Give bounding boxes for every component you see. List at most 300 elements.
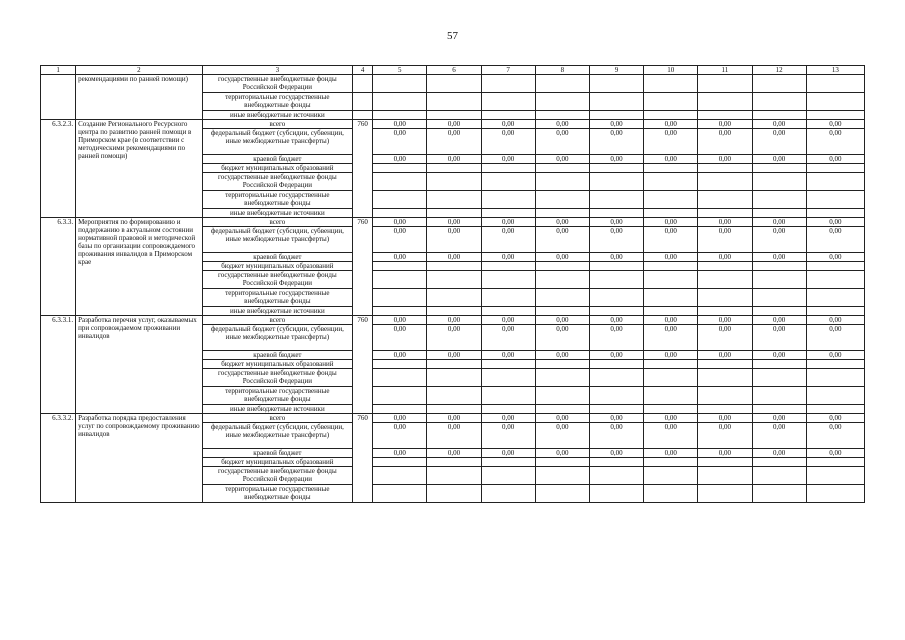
empty-cell xyxy=(644,405,698,414)
empty-cell xyxy=(427,191,481,209)
empty-cell xyxy=(427,467,481,485)
section-code: 6.3.3. xyxy=(41,218,76,316)
empty-cell xyxy=(535,485,589,503)
empty-cell xyxy=(427,93,481,111)
source-state-funds: государственные внебюджетные фонды Российской Федерации xyxy=(202,467,353,485)
value-cell: 0,00 xyxy=(589,316,643,325)
value-cell: 0,00 xyxy=(806,227,864,253)
empty-cell xyxy=(752,164,806,173)
value-cell: 0,00 xyxy=(589,120,643,129)
value-cell: 0,00 xyxy=(481,155,535,164)
empty-cell xyxy=(589,111,643,120)
column-header: 4 xyxy=(353,66,373,75)
empty-cell xyxy=(644,173,698,191)
page-number: 57 xyxy=(447,30,458,42)
value-cell: 0,00 xyxy=(427,253,481,262)
value-cell: 0,00 xyxy=(427,129,481,155)
empty-cell xyxy=(752,307,806,316)
value-cell: 0,00 xyxy=(589,227,643,253)
section-code: 6.3.2.3. xyxy=(41,120,76,218)
value-cell: 0,00 xyxy=(427,120,481,129)
empty-cell xyxy=(427,173,481,191)
value-cell: 0,00 xyxy=(535,423,589,449)
value-cell: 0,00 xyxy=(535,414,589,423)
empty-cell xyxy=(698,360,752,369)
value-cell: 0,00 xyxy=(535,316,589,325)
empty-cell xyxy=(698,75,752,93)
source-regional: краевой бюджет xyxy=(202,351,353,360)
empty-cell xyxy=(644,191,698,209)
empty-cell xyxy=(481,289,535,307)
empty-cell xyxy=(373,173,427,191)
value-cell: 0,00 xyxy=(427,155,481,164)
value-cell: 0,00 xyxy=(806,120,864,129)
value-cell: 0,00 xyxy=(806,325,864,351)
empty-cell xyxy=(806,271,864,289)
empty-cell xyxy=(698,467,752,485)
empty-cell xyxy=(752,111,806,120)
empty-cell xyxy=(806,209,864,218)
value-cell: 0,00 xyxy=(589,449,643,458)
empty-cell xyxy=(644,369,698,387)
value-cell: 0,00 xyxy=(589,253,643,262)
column-header: 11 xyxy=(698,66,752,75)
value-cell: 0,00 xyxy=(806,316,864,325)
empty-cell xyxy=(806,405,864,414)
value-cell: 0,00 xyxy=(481,316,535,325)
value-cell: 0,00 xyxy=(752,449,806,458)
value-cell: 0,00 xyxy=(373,155,427,164)
empty-cell xyxy=(589,360,643,369)
empty-cell xyxy=(535,173,589,191)
value-cell: 0,00 xyxy=(373,414,427,423)
empty-cell xyxy=(373,289,427,307)
empty-cell xyxy=(644,485,698,503)
source-municipal: бюджет муниципальных образований xyxy=(202,164,353,173)
section-code: 6.3.3.2. xyxy=(41,414,76,503)
empty-cell xyxy=(481,467,535,485)
empty-cell xyxy=(427,209,481,218)
value-cell: 0,00 xyxy=(427,218,481,227)
value-cell: 0,00 xyxy=(644,218,698,227)
empty-cell xyxy=(644,164,698,173)
empty-cell xyxy=(806,289,864,307)
source-federal: федеральный бюджет (субсидии, субвенции, иные межбюджетные трансферты) xyxy=(202,423,353,449)
empty-cell xyxy=(427,289,481,307)
empty-cell xyxy=(373,458,427,467)
source-territorial: территориальные государственные внебюджетные фонды xyxy=(202,93,353,111)
empty-cell xyxy=(373,262,427,271)
empty-cell xyxy=(535,289,589,307)
value-cell: 0,00 xyxy=(535,218,589,227)
section-title: Создание Регионального Ресурсного центра по развитию ранней помощи в Приморском крае (в соответствии с методическими рекомендациями по ранней помощи) xyxy=(76,120,202,218)
source-other: иные внебюджетные источники xyxy=(202,307,353,316)
empty-cell xyxy=(481,209,535,218)
empty-cell xyxy=(589,369,643,387)
empty-cell xyxy=(806,191,864,209)
empty-cell xyxy=(698,262,752,271)
value-cell: 0,00 xyxy=(698,129,752,155)
section-title: Разработка перечня услуг, оказываемых при сопровождаемом проживании инвалидов xyxy=(76,316,202,414)
empty-cell xyxy=(644,360,698,369)
value-cell: 0,00 xyxy=(752,120,806,129)
source-federal: федеральный бюджет (субсидии, субвенции, иные межбюджетные трансферты) xyxy=(202,227,353,253)
value-cell: 0,00 xyxy=(589,325,643,351)
empty-cell xyxy=(589,209,643,218)
value-cell: 0,00 xyxy=(752,423,806,449)
value-cell: 0,00 xyxy=(427,227,481,253)
empty-cell xyxy=(481,405,535,414)
empty-cell xyxy=(427,405,481,414)
empty-cell xyxy=(535,360,589,369)
value-cell: 0,00 xyxy=(481,129,535,155)
source-territorial: территориальные государственные внебюджетные фонды xyxy=(202,387,353,405)
empty-cell xyxy=(644,307,698,316)
empty-cell xyxy=(481,360,535,369)
value-cell: 0,00 xyxy=(535,351,589,360)
empty-cell xyxy=(752,485,806,503)
empty-cell xyxy=(806,387,864,405)
table-row xyxy=(41,120,865,129)
empty-cell xyxy=(535,387,589,405)
empty-cell xyxy=(589,405,643,414)
empty-cell xyxy=(535,262,589,271)
value-cell: 0,00 xyxy=(644,316,698,325)
source-territorial: территориальные государственные внебюджетные фонды xyxy=(202,191,353,209)
empty-cell xyxy=(698,458,752,467)
value-cell: 0,00 xyxy=(481,351,535,360)
empty-cell xyxy=(535,111,589,120)
source-territorial: территориальные государственные внебюджетные фонды xyxy=(202,485,353,503)
value-cell: 0,00 xyxy=(427,414,481,423)
empty-cell xyxy=(535,209,589,218)
empty-cell xyxy=(427,262,481,271)
value-cell: 0,00 xyxy=(427,351,481,360)
source-municipal: бюджет муниципальных образований xyxy=(202,458,353,467)
value-cell: 0,00 xyxy=(698,414,752,423)
column-header: 7 xyxy=(481,66,535,75)
empty-cell xyxy=(806,111,864,120)
table-row xyxy=(41,75,865,93)
column-header: 6 xyxy=(427,66,481,75)
empty-cell xyxy=(481,369,535,387)
empty-cell xyxy=(698,111,752,120)
empty-cell xyxy=(644,467,698,485)
empty-cell xyxy=(535,271,589,289)
empty-cell xyxy=(752,360,806,369)
column-header: 1 xyxy=(41,66,76,75)
empty-cell xyxy=(589,262,643,271)
empty-cell xyxy=(752,75,806,93)
section-code: 6.3.3.1. xyxy=(41,316,76,414)
empty-cell xyxy=(589,173,643,191)
value-cell: 0,00 xyxy=(644,253,698,262)
value-cell: 0,00 xyxy=(481,325,535,351)
value-cell: 0,00 xyxy=(806,155,864,164)
empty-cell xyxy=(481,271,535,289)
empty-cell xyxy=(698,191,752,209)
empty-cell xyxy=(698,173,752,191)
empty-cell xyxy=(752,369,806,387)
empty-cell xyxy=(698,93,752,111)
empty-cell xyxy=(481,458,535,467)
value-cell: 0,00 xyxy=(644,129,698,155)
value-cell: 0,00 xyxy=(373,423,427,449)
empty-cell xyxy=(535,307,589,316)
empty-cell xyxy=(644,209,698,218)
value-cell: 0,00 xyxy=(806,218,864,227)
value-cell: 0,00 xyxy=(373,218,427,227)
value-cell: 0,00 xyxy=(644,351,698,360)
empty-cell xyxy=(427,164,481,173)
source-territorial: территориальные государственные внебюджетные фонды xyxy=(202,289,353,307)
empty-cell xyxy=(806,485,864,503)
value-cell: 0,00 xyxy=(589,155,643,164)
empty-cell xyxy=(806,164,864,173)
column-header: 12 xyxy=(752,66,806,75)
value-cell: 0,00 xyxy=(698,325,752,351)
value-cell: 0,00 xyxy=(752,351,806,360)
value-cell: 0,00 xyxy=(752,414,806,423)
value-cell: 0,00 xyxy=(752,155,806,164)
column-header: 5 xyxy=(373,66,427,75)
value-cell: 0,00 xyxy=(373,253,427,262)
value-cell: 0,00 xyxy=(806,423,864,449)
empty-cell xyxy=(589,485,643,503)
source-regional: краевой бюджет xyxy=(202,253,353,262)
empty-cell xyxy=(535,75,589,93)
value-cell: 0,00 xyxy=(752,316,806,325)
empty-cell xyxy=(373,93,427,111)
empty-cell xyxy=(589,387,643,405)
value-cell: 0,00 xyxy=(752,253,806,262)
empty-cell xyxy=(427,111,481,120)
source-regional: краевой бюджет xyxy=(202,449,353,458)
empty-cell xyxy=(589,458,643,467)
empty-cell xyxy=(373,111,427,120)
value-cell: 0,00 xyxy=(806,253,864,262)
value-cell: 0,00 xyxy=(481,414,535,423)
empty-cell xyxy=(698,485,752,503)
empty-cell xyxy=(589,271,643,289)
value-cell: 0,00 xyxy=(373,316,427,325)
empty-cell xyxy=(427,75,481,93)
empty-cell xyxy=(752,209,806,218)
empty-cell xyxy=(589,93,643,111)
empty-cell xyxy=(535,191,589,209)
empty-cell xyxy=(535,369,589,387)
value-cell: 0,00 xyxy=(427,423,481,449)
empty-cell xyxy=(644,93,698,111)
section-title: Мероприятия по формированию и поддержанию в актуальном состоянии нормативной правовой и методической базы по организации сопровождаемого проживания инвалидов в Приморском крае xyxy=(76,218,202,316)
empty-cell xyxy=(373,271,427,289)
value-cell: 0,00 xyxy=(752,218,806,227)
empty-cell xyxy=(373,369,427,387)
value-cell: 0,00 xyxy=(752,227,806,253)
empty-cell xyxy=(806,360,864,369)
value-cell: 0,00 xyxy=(481,423,535,449)
value-cell: 0,00 xyxy=(589,218,643,227)
value-cell: 0,00 xyxy=(481,253,535,262)
value-cell: 0,00 xyxy=(373,120,427,129)
value-cell: 0,00 xyxy=(535,325,589,351)
value-cell: 0,00 xyxy=(698,351,752,360)
empty-cell xyxy=(698,271,752,289)
empty-cell xyxy=(427,360,481,369)
source-total: всего xyxy=(202,218,353,227)
empty-cell xyxy=(806,307,864,316)
empty-cell xyxy=(589,164,643,173)
empty-cell xyxy=(373,191,427,209)
column-header: 9 xyxy=(589,66,643,75)
empty-cell xyxy=(752,387,806,405)
empty-cell xyxy=(481,111,535,120)
empty-cell xyxy=(481,262,535,271)
empty-cell xyxy=(373,360,427,369)
value-cell: 0,00 xyxy=(589,423,643,449)
empty-cell xyxy=(752,191,806,209)
empty-cell xyxy=(589,191,643,209)
empty-cell xyxy=(589,75,643,93)
empty-cell xyxy=(698,307,752,316)
source-total: всего xyxy=(202,316,353,325)
header-row xyxy=(41,66,865,75)
empty-cell xyxy=(481,387,535,405)
value-cell: 0,00 xyxy=(427,316,481,325)
empty-cell xyxy=(806,173,864,191)
source-other: иные внебюджетные источники xyxy=(202,111,353,120)
empty-cell xyxy=(373,485,427,503)
value-cell: 0,00 xyxy=(373,227,427,253)
value-cell: 0,00 xyxy=(373,351,427,360)
value-cell: 0,00 xyxy=(806,414,864,423)
value-cell: 0,00 xyxy=(644,155,698,164)
budget-table xyxy=(40,65,865,503)
table-row xyxy=(41,414,865,423)
value-cell: 0,00 xyxy=(373,129,427,155)
empty-cell xyxy=(698,289,752,307)
title-cell: рекомендациями по ранней помощи) xyxy=(76,75,202,120)
empty-cell xyxy=(481,173,535,191)
empty-cell xyxy=(353,93,373,111)
value-cell: 0,00 xyxy=(427,325,481,351)
value-cell: 0,00 xyxy=(481,227,535,253)
value-cell: 0,00 xyxy=(481,120,535,129)
empty-cell xyxy=(535,467,589,485)
value-cell: 0,00 xyxy=(589,414,643,423)
empty-cell xyxy=(535,458,589,467)
value-cell: 0,00 xyxy=(535,227,589,253)
source-state-funds: государственные внебюджетные фонды Российской Федерации xyxy=(202,271,353,289)
empty-cell xyxy=(353,75,373,93)
value-cell: 0,00 xyxy=(752,325,806,351)
empty-cell xyxy=(589,307,643,316)
empty-cell xyxy=(373,307,427,316)
empty-cell xyxy=(589,289,643,307)
section-col4: 760 xyxy=(353,316,373,414)
empty-cell xyxy=(481,164,535,173)
empty-cell xyxy=(481,75,535,93)
empty-cell xyxy=(427,307,481,316)
empty-cell xyxy=(698,209,752,218)
empty-cell xyxy=(373,75,427,93)
source-other: иные внебюджетные источники xyxy=(202,405,353,414)
empty-cell xyxy=(644,75,698,93)
empty-cell xyxy=(698,369,752,387)
section-col4: 760 xyxy=(353,218,373,316)
value-cell: 0,00 xyxy=(698,423,752,449)
value-cell: 0,00 xyxy=(481,449,535,458)
value-cell: 0,00 xyxy=(427,449,481,458)
value-cell: 0,00 xyxy=(698,449,752,458)
value-cell: 0,00 xyxy=(535,449,589,458)
value-cell: 0,00 xyxy=(535,129,589,155)
column-header: 13 xyxy=(806,66,864,75)
section-col4: 760 xyxy=(353,120,373,218)
empty-cell xyxy=(752,458,806,467)
value-cell: 0,00 xyxy=(535,120,589,129)
value-cell: 0,00 xyxy=(481,218,535,227)
value-cell: 0,00 xyxy=(535,253,589,262)
value-cell: 0,00 xyxy=(535,155,589,164)
value-cell: 0,00 xyxy=(373,325,427,351)
value-cell: 0,00 xyxy=(752,129,806,155)
source-regional: краевой бюджет xyxy=(202,155,353,164)
empty-cell xyxy=(481,191,535,209)
empty-cell xyxy=(535,93,589,111)
empty-cell xyxy=(427,387,481,405)
table-row xyxy=(41,316,865,325)
empty-cell xyxy=(644,262,698,271)
empty-cell xyxy=(481,93,535,111)
empty-cell xyxy=(806,75,864,93)
value-cell: 0,00 xyxy=(806,351,864,360)
empty-cell xyxy=(806,369,864,387)
empty-cell xyxy=(644,387,698,405)
value-cell: 0,00 xyxy=(698,253,752,262)
value-cell: 0,00 xyxy=(698,227,752,253)
value-cell: 0,00 xyxy=(589,129,643,155)
empty-cell xyxy=(806,262,864,271)
empty-cell xyxy=(698,405,752,414)
empty-cell xyxy=(752,467,806,485)
empty-cell xyxy=(752,289,806,307)
empty-cell xyxy=(752,173,806,191)
value-cell: 0,00 xyxy=(644,120,698,129)
empty-cell xyxy=(698,387,752,405)
value-cell: 0,00 xyxy=(698,120,752,129)
empty-cell xyxy=(373,405,427,414)
value-cell: 0,00 xyxy=(806,449,864,458)
empty-cell xyxy=(752,405,806,414)
empty-cell xyxy=(353,111,373,120)
source-federal: федеральный бюджет (субсидии, субвенции, иные межбюджетные трансферты) xyxy=(202,325,353,351)
empty-cell xyxy=(806,467,864,485)
source-municipal: бюджет муниципальных образований xyxy=(202,360,353,369)
empty-cell xyxy=(752,93,806,111)
empty-cell xyxy=(644,458,698,467)
empty-cell xyxy=(644,111,698,120)
source-municipal: бюджет муниципальных образований xyxy=(202,262,353,271)
value-cell: 0,00 xyxy=(644,227,698,253)
value-cell: 0,00 xyxy=(806,129,864,155)
table-row xyxy=(41,218,865,227)
code-cell xyxy=(41,75,76,120)
empty-cell xyxy=(806,93,864,111)
source-state-funds: государственные внебюджетные фонды Российской Федерации xyxy=(202,173,353,191)
source-state-funds: государственные внебюджетные фонды Российской Федерации xyxy=(202,75,353,93)
source-state-funds: государственные внебюджетные фонды Российской Федерации xyxy=(202,369,353,387)
